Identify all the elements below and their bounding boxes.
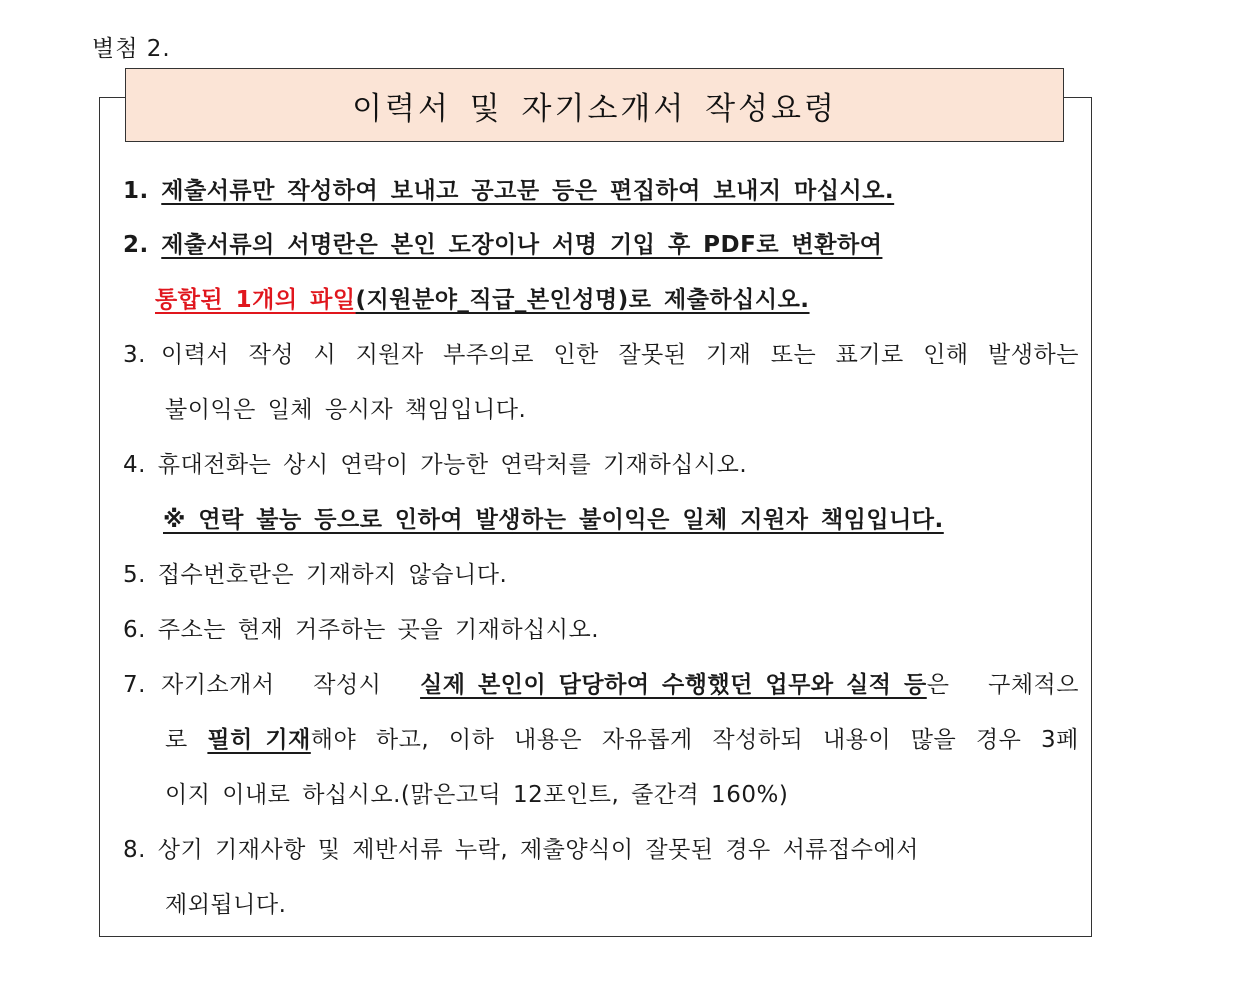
item-4-note bbox=[163, 505, 944, 535]
item-1 bbox=[123, 176, 894, 206]
item-7-word: 경우 bbox=[975, 727, 1022, 753]
item-8-line1: 상기 기재사항 및 제반서류 누락, 제출양식이 잘못된 경우 서류접수에서 bbox=[157, 837, 919, 863]
item-7-l2-a: 로 bbox=[165, 727, 188, 753]
item-3-number: 3. bbox=[123, 342, 146, 368]
item-6-text: 주소는 현재 거주하는 곳을 기재하십시오. bbox=[157, 617, 600, 643]
item-7-l1-b: 작성시 bbox=[313, 672, 382, 698]
item-7-l1-c: 은 bbox=[926, 672, 950, 698]
item-3-word: 지원자 bbox=[355, 342, 424, 368]
item-7-line2 bbox=[165, 725, 1079, 755]
item-7-word: 많을 bbox=[910, 727, 957, 753]
item-6-number: 6. bbox=[123, 617, 146, 643]
item-7-word: 이하 bbox=[448, 727, 495, 753]
item-5-text: 접수번호란은 기재하지 않습니다. bbox=[157, 562, 508, 588]
item-3-word: 잘못된 bbox=[618, 342, 687, 368]
item-7-line3: 이지 이내로 하십시오.(맑은고딕 12포인트, 줄간격 160%) bbox=[165, 782, 789, 808]
item-7-line1 bbox=[161, 670, 1079, 700]
item-2-line1: 제출서류의 서명란은 본인 도장이나 서명 기입 후 PDF로 변환하여 bbox=[161, 232, 883, 258]
item-7-word: 내용은 bbox=[513, 727, 583, 753]
item-5-number: 5. bbox=[123, 562, 146, 588]
item-2 bbox=[123, 230, 882, 260]
item-7-l1-bold: 실제 본인이 담당하여 수행했던 업무와 실적 등 bbox=[420, 672, 927, 698]
item-4 bbox=[123, 450, 747, 480]
item-7-number: 7. bbox=[123, 672, 146, 698]
item-3-word: 발생하는 bbox=[988, 342, 1079, 368]
attachment-label: 별첨 2. bbox=[92, 36, 171, 62]
title-banner bbox=[125, 68, 1064, 142]
item-7-l1-d: 구체적으 bbox=[988, 672, 1079, 698]
item-3-word: 표기로 bbox=[835, 342, 904, 368]
item-7-l1-a: 자기소개서 bbox=[161, 672, 275, 698]
item-2-number: 2. bbox=[123, 232, 149, 258]
item-7-word: 자유롭게 bbox=[601, 727, 693, 753]
item-8-number: 8. bbox=[123, 837, 146, 863]
item-3-word: 부주의로 bbox=[443, 342, 535, 368]
item-2-highlight: 통합된 1개의 파일 bbox=[155, 287, 356, 313]
item-3-line1 bbox=[161, 340, 1079, 370]
item-3-word: 시 bbox=[313, 342, 337, 368]
item-3-line2: 불이익은 일체 응시자 책임입니다. bbox=[165, 397, 527, 423]
item-3-word: 인해 bbox=[923, 342, 969, 368]
item-8 bbox=[123, 835, 919, 865]
item-4-number: 4. bbox=[123, 452, 146, 478]
item-7-word: 3페 bbox=[1041, 727, 1079, 753]
item-8-line2: 제외됩니다. bbox=[165, 892, 287, 918]
item-4-note-text: ※ 연락 불능 등으로 인하여 발생하는 불이익은 일체 지원자 책임입니다. bbox=[163, 507, 944, 533]
item-7-word: 작성하되 bbox=[712, 727, 804, 753]
item-7-l2-c: 해야 bbox=[310, 727, 357, 753]
item-3-word: 또는 bbox=[770, 342, 817, 368]
item-1-text: 제출서류만 작성하여 보내고 공고문 등은 편집하여 보내지 마십시오. bbox=[161, 178, 895, 204]
item-5 bbox=[123, 560, 507, 590]
item-1-number: 1. bbox=[123, 178, 149, 204]
item-6 bbox=[123, 615, 599, 645]
item-2-line2-rest: (지원분야_직급_본인성명)로 제출하십시오. bbox=[355, 287, 810, 313]
item-7-l2-bold: 필히 기재 bbox=[207, 727, 311, 753]
item-2-line2 bbox=[155, 285, 810, 315]
item-7-word: 하고, bbox=[375, 727, 430, 753]
item-7-word: 내용이 bbox=[822, 727, 892, 753]
item-4-line1: 휴대전화는 상시 연락이 가능한 연락처를 기재하십시오. bbox=[157, 452, 748, 478]
item-3-word: 작성 bbox=[248, 342, 295, 368]
item-3-word: 인한 bbox=[553, 342, 599, 368]
item-3-word: 이력서 bbox=[161, 342, 230, 368]
item-3-word: 기재 bbox=[705, 342, 752, 368]
document-title: 이력서 및 자기소개서 작성요령 bbox=[352, 90, 837, 127]
